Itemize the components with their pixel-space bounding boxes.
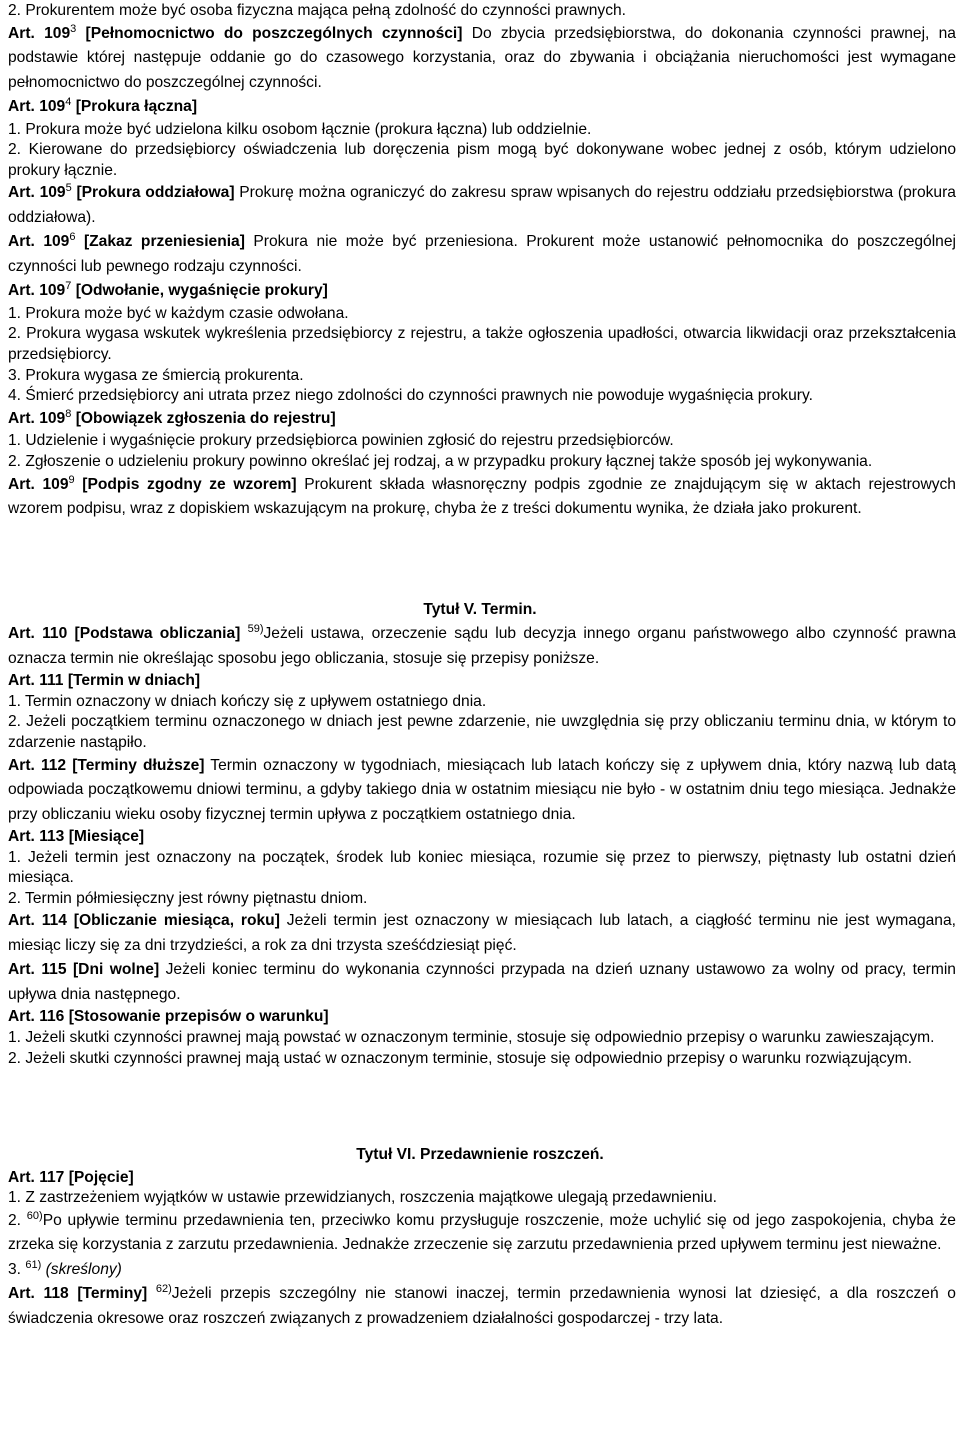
article-number: Art. 110	[8, 625, 68, 643]
article-paragraph	[4, 366, 956, 387]
footnote-marker: 59)	[247, 623, 264, 636]
article-paragraph	[4, 386, 956, 407]
paragraph-text: 1. Jeżeli skutki czynności prawnej mają powstać w oznaczonym terminie, stosuje się odpowiednio przepisy o warunku zawieszającym.	[8, 1028, 935, 1046]
paragraph-text: 2. Jeżeli skutki czynności prawnej mają ustać w oznaczonym terminie, stosuje się odpowiednio przepisy o warunku rozwiązującym.	[8, 1049, 912, 1067]
article-text: Jeżeli przepis szczególny nie stanowi inaczej, termin przedawnienia wynosi lat dziesięć, a dla roszczeń o świadczenia okresowe oraz roszczeń związanych z prowadzeniem działalności gospodarczej - trzy lata.	[8, 1285, 956, 1327]
article-heading: [Podstawa obliczania]	[74, 625, 241, 643]
paragraph-number: 2.	[8, 1211, 22, 1229]
article-paragraph	[4, 431, 956, 452]
article-113	[4, 827, 956, 848]
article-heading: [Stosowanie przepisów o warunku]	[68, 1008, 329, 1026]
article-118	[4, 1282, 956, 1331]
article-109-6	[4, 230, 956, 279]
article-paragraph	[4, 140, 956, 181]
article-heading: [Dni wolne]	[72, 961, 160, 979]
article-109-9	[4, 473, 956, 522]
article-text: Jeżeli ustawa, orzeczenie sądu lub decyzja innego organu państwowego albo czynność prawna oznacza termin nie określając sposobu jego obliczania, stosuje się przepisy poniższe.	[8, 625, 956, 667]
article-text: Do zbycia przedsiębiorstwa, do dokonania czynności prawnej, na podstawie której następuje oddanie go do czasowego korzystania, oraz do zbywania i obciążania nieruchomości jest wymagane pełnomocnictwo do poszczególnej czynności.	[8, 24, 956, 91]
article-superscript: 3	[70, 22, 77, 35]
paragraph-text: 2. Termin półmiesięczny jest równy piętnastu dniom.	[8, 889, 368, 907]
article-heading: [Termin w dniach]	[67, 672, 201, 690]
article-number: Art. 112	[8, 756, 67, 774]
paragraph-text: 2. Prokura wygasa wskutek wykreślenia przedsiębiorcy z rejestru, a także ogłoszenia upadłości, otwarcia likwidacji oraz przekształcenia przedsiębiorcy.	[8, 325, 956, 364]
article-paragraph	[4, 692, 956, 713]
paragraph-text: 1. Udzielenie i wygaśnięcie prokury przedsiębiorca powinien zgłosić do rejestru przedsiębiorców.	[8, 432, 674, 450]
article-heading: [Miesiące]	[68, 828, 145, 845]
article-superscript: 7	[65, 280, 72, 293]
article-number: Art. 118	[8, 1285, 69, 1303]
article-text: Jeżeli termin jest oznaczony w miesiącach lub latach, a ciągłość terminu nie jest wymagana, miesiąc liczy się za dni trzydzieści, a rok za dni trzysta sześćdziesiąt pięć.	[8, 912, 956, 954]
paragraph-text: 1. Z zastrzeżeniem wyjątków w ustawie przewidzianych, roszczenia majątkowe ulegają przedawnieniu.	[8, 1189, 717, 1207]
article-115	[4, 958, 956, 1007]
paragraph-text: 1. Prokura może być udzielona kilku osobom łącznie (prokura łączna) lub oddzielnie.	[8, 120, 592, 138]
article-heading: [Prokura oddziałowa]	[76, 184, 235, 202]
article-112	[4, 754, 956, 828]
article-paragraph	[4, 1028, 956, 1049]
section-title: Tytuł VI. Przedawnienie roszczeń.	[356, 1146, 604, 1164]
article-heading: [Podpis zgodny ze wzorem]	[82, 475, 297, 493]
article-superscript: 9	[68, 473, 75, 486]
article-number: Art. 109	[8, 233, 70, 251]
article-number: Art. 111	[8, 672, 64, 690]
article-number: Art. 109	[8, 98, 66, 116]
article-number: Art. 116	[8, 1008, 65, 1026]
article-heading: [Terminy]	[77, 1285, 148, 1303]
paragraph-text: Po upływie terminu przedawnienia ten, przeciwko komu przysługuje roszczenie, może uchylić się od jego zaspokojenia, chyba że zrzeka się korzystania z zarzutu przedawnienia. Jednakże zrzeczenie się zarzutu przedawnienia przed upływem terminu jest nieważne.	[8, 1211, 956, 1254]
article-number: Art. 109	[8, 282, 66, 300]
article-number: Art. 109	[8, 184, 66, 202]
article-109-5	[4, 181, 956, 230]
article-heading: [Prokura łączna]	[75, 98, 198, 116]
article-number: Art. 117	[8, 1168, 65, 1186]
article-superscript: 5	[65, 182, 72, 195]
paragraph-text: 3. Prokura wygasa ze śmiercią prokurenta.	[8, 366, 304, 384]
paragraph-text: 2. Zgłoszenie o udzieleniu prokury powinno określać jej rodzaj, a w przypadku prokury łącznej także sposób jej wykonywania.	[8, 452, 873, 470]
article-heading: [Pojęcie]	[68, 1168, 134, 1186]
article-number: Art. 109	[8, 24, 71, 42]
footnote-marker: 61)	[25, 1258, 42, 1271]
article-number: Art. 109	[8, 475, 69, 493]
article-114	[4, 909, 956, 958]
article-paragraph	[4, 712, 956, 753]
article-heading: [Obliczanie miesiąca, roku]	[73, 912, 280, 930]
footnote-marker: 60)	[26, 1209, 43, 1222]
paragraph-number: 3.	[8, 1260, 22, 1278]
article-text: Prokurę można ograniczyć do zakresu spraw wpisanych do rejestru oddziału przedsiębiorstwa (prokura oddziałowa).	[8, 184, 956, 226]
paragraph-text: 1. Jeżeli termin jest oznaczony na początek, środek lub koniec miesiąca, rozumie się przez to pierwszy, piętnasty lub ostatni dzień miesiąca.	[8, 848, 956, 887]
article-number: Art. 114	[8, 912, 67, 930]
section-title: Tytuł V. Termin.	[423, 600, 537, 618]
article-text: Prokura nie może być przeniesiona. Prokurent może ustanowić pełnomocnika do poszczególnej czynności lub pewnego rodzaju czynności.	[8, 233, 956, 275]
paragraph-text: 4. Śmierć przedsiębiorcy ani utrata przez niego zdolności do czynności prawnych nie powoduje wygaśnięcia prokury.	[8, 387, 813, 405]
article-109-3	[4, 22, 956, 96]
article-paragraph	[4, 452, 956, 473]
footnote-marker: 62)	[155, 1283, 172, 1296]
article-paragraph	[4, 1258, 956, 1283]
article-paragraph	[4, 848, 956, 889]
article-116	[4, 1007, 956, 1028]
article-number: Art. 109	[8, 409, 66, 427]
paragraph	[4, 1, 956, 22]
paragraph-text: 2. Kierowane do przedsiębiorcy oświadczenia lub doręczenia pism mogą być dokonywane wobec jednej z osób, którym udzielono prokury łącznie.	[8, 141, 956, 179]
article-heading: [Odwołanie, wygaśnięcie prokury]	[75, 282, 328, 300]
article-heading: [Terminy dłuższe]	[72, 756, 205, 774]
article-number: Art. 115	[8, 961, 67, 979]
article-paragraph	[4, 324, 956, 365]
article-paragraph	[4, 1209, 956, 1258]
paragraph-text: (skreślony)	[45, 1260, 122, 1278]
article-paragraph	[4, 1188, 956, 1209]
article-109-7	[4, 279, 956, 304]
article-text: Prokurent składa własnoręczny podpis zgodnie ze znajdującym się w aktach rejestrowych wzorem podpisu, wraz z dopiskiem wskazującym na prokurę, chyba że z treści dokumentu wynika, że działa jako prokurent.	[8, 475, 956, 518]
article-paragraph	[4, 1049, 956, 1070]
article-109-8	[4, 407, 956, 432]
article-paragraph	[4, 120, 956, 141]
paragraph-text: 2. Jeżeli początkiem terminu oznaczonego w dniach jest pewne zdarzenie, nie uwzględnia się przy obliczaniu terminu dnia, w którym to zdarzenie nastąpiło.	[8, 713, 956, 751]
article-text: Termin oznaczony w tygodniach, miesiącach lub latach kończy się z upływem dnia, który nazwą lub datą odpowiada początkowemu dniowi terminu, a gdyby takiego dnia w ostatnim miesiącu nie było - w ostatnim dniu tego miesiąca. Jednakże przy obliczaniu wieku osoby fizycznej termin upływa z początkiem ostatniego dnia.	[8, 756, 956, 823]
article-111	[4, 671, 956, 692]
article-paragraph	[4, 889, 956, 910]
paragraph-text: 2. Prokurentem może być osoba fizyczna mająca pełną zdolność do czynności prawnych.	[8, 2, 626, 19]
article-heading: [Zakaz przeniesienia]	[83, 233, 245, 251]
article-superscript: 8	[65, 407, 72, 420]
article-superscript: 4	[65, 96, 72, 109]
paragraph-text: 1. Termin oznaczony w dniach kończy się z upływem ostatniego dnia.	[8, 692, 487, 710]
paragraph-text: 1. Prokura może być w każdym czasie odwołana.	[8, 304, 349, 322]
article-110	[4, 622, 956, 671]
article-superscript: 6	[69, 231, 76, 244]
article-117	[4, 1168, 956, 1189]
article-heading: [Obowiązek zgłoszenia do rejestru]	[75, 409, 336, 427]
article-paragraph	[4, 304, 956, 325]
article-number: Art. 113	[8, 828, 65, 845]
article-heading: [Pełnomocnictwo do poszczególnych czynności]	[85, 24, 463, 42]
article-109-4	[4, 95, 956, 120]
article-text: Jeżeli koniec terminu do wykonania czynności przypada na dzień uznany ustawowo za wolny od pracy, termin upływa dnia następnego.	[8, 961, 956, 1003]
